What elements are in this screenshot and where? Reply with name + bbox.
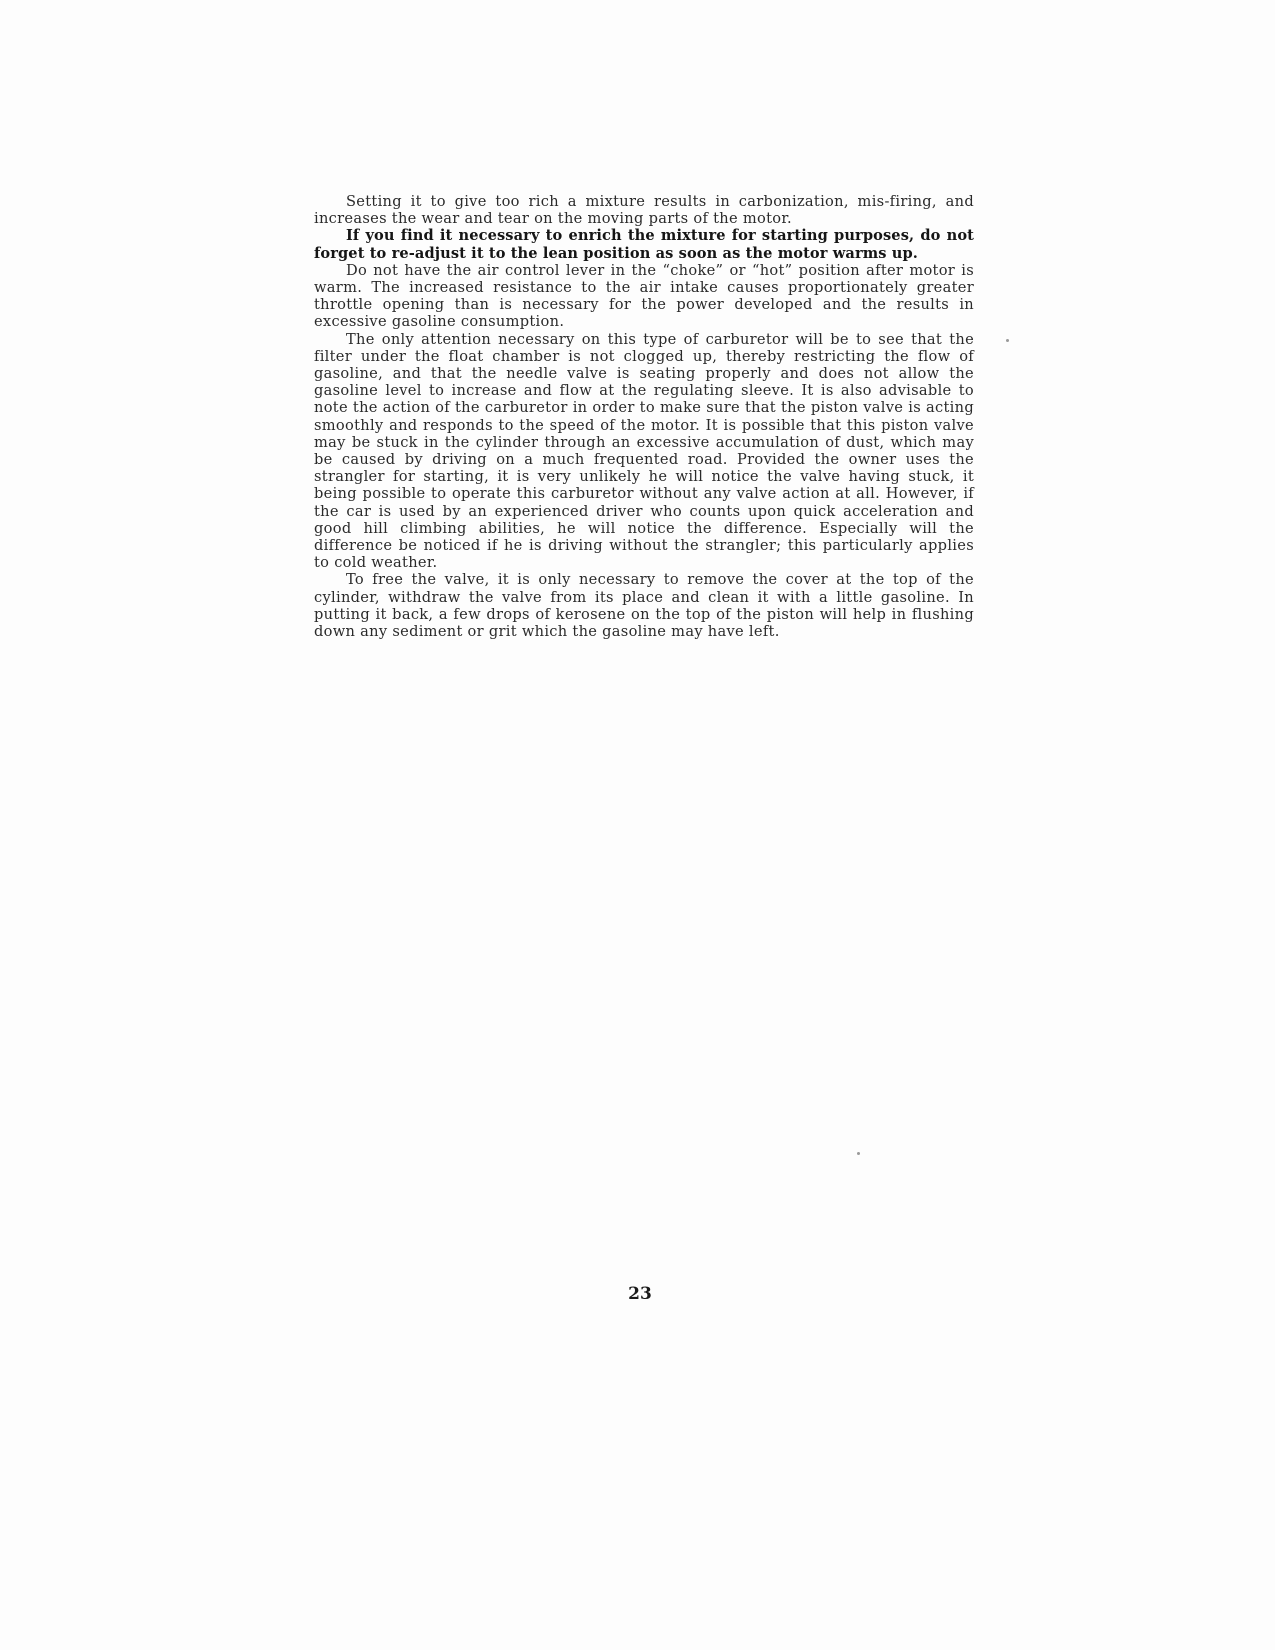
paragraph-enrich-note: If you find it necessary to enrich the mixture for starting purposes, do not forget to re-adjust it to the lean position as soon as the motor warms up.	[314, 227, 974, 262]
paragraph-free-valve: To free the valve, it is only necessary to remove the cover at the top of the cylinder, withdraw the valve from its place and clean it with a little gasoline. In putting it back, a few drops of kerosene on the top of the piston will help in flushing down any sediment or grit which the gasoline may have left.	[314, 571, 974, 641]
paragraph-carburetor-attention: The only attention necessary on this type of carburetor will be to see that the filter under the float chamber is not clogged up, thereby restricting the flow of gasoline, and that the needle valve is seating properly and does not allow the gasoline level to increase and flow at the regulating sleeve. It is also advisable to note the action of the carburetor in order to make sure that the piston valve is acting smoothly and responds to the speed of the motor. It is possible that this piston valve may be stuck in the cylinder through an excessive accumulation of dust, which may be caused by driving on a much frequented road. Provided the owner uses the strangler for starting, it is very unlikely he will notice the valve having stuck, it being possible to operate this carburetor without any valve action at all. However, if the car is used by an experienced driver who counts upon quick acceleration and good hill climbing abilities, he will notice the difference. Especially will the difference be noticed if he is driving without the strangler; this particularly applies to cold weather.	[314, 330, 974, 572]
paragraph-air-control: Do not have the air control lever in the “choke” or “hot” position after motor is warm. The increased resistance to the air intake causes proportionately greater throttle opening than is necessary for the power developed and the results in excessive gasoline consumption.	[314, 261, 974, 331]
scan-speck	[857, 1152, 860, 1155]
paragraph-mixture-warning: Setting it to give too rich a mixture results in carbonization, mis-firing, and increases the wear and tear on the moving parts of the motor.	[314, 193, 974, 228]
page-number: 23	[628, 1284, 652, 1304]
body-text	[314, 193, 974, 640]
scan-speck	[1006, 339, 1009, 342]
